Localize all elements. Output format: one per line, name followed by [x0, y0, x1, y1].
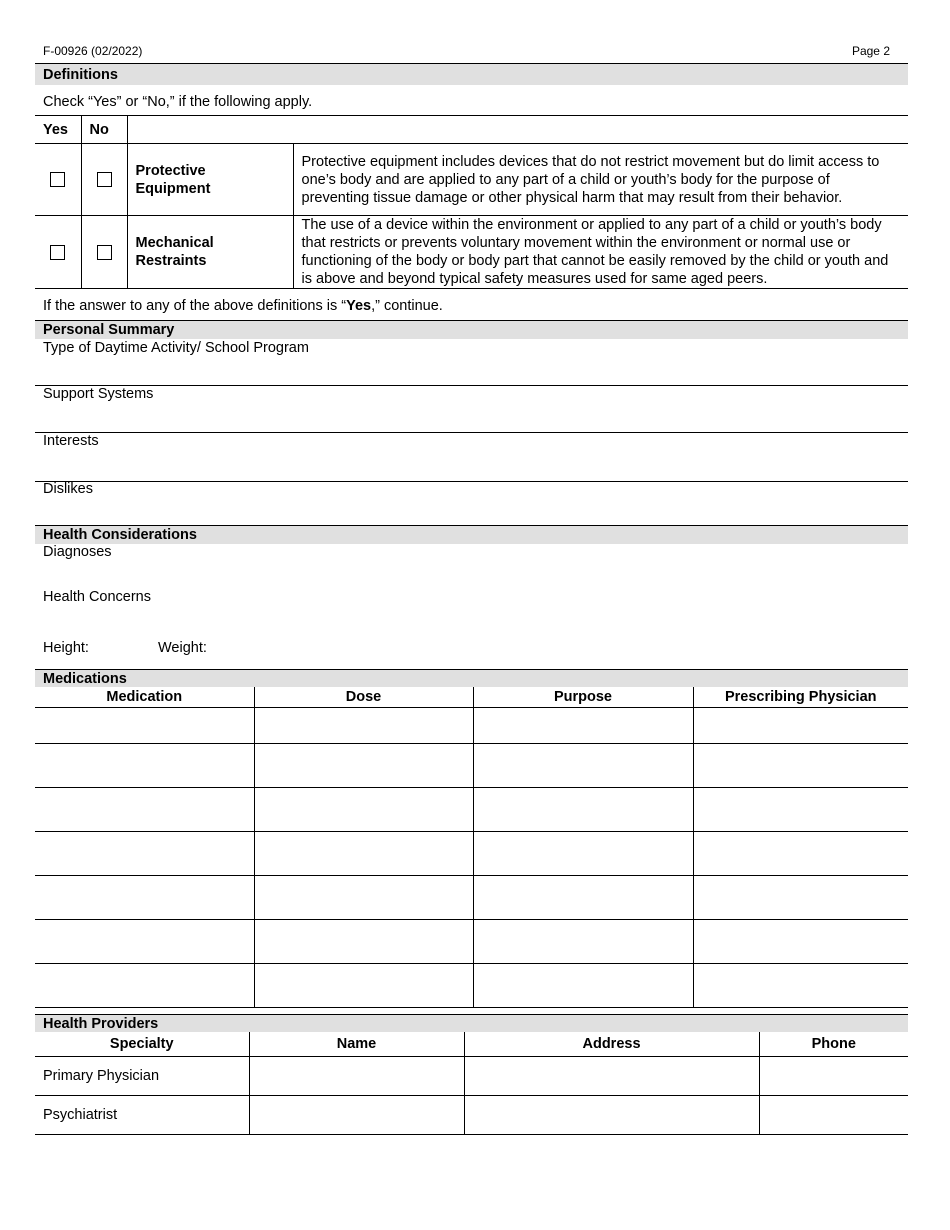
definitions-section-title: Definitions [35, 63, 908, 85]
medication-row [35, 963, 908, 1007]
dislikes-label: Dislikes [43, 481, 93, 497]
definition-row-protective [35, 144, 908, 216]
daytime-activity-label: Type of Daytime Activity/ School Program [43, 340, 309, 356]
medication-row [35, 743, 908, 787]
mechanical-yes-checkbox[interactable] [50, 245, 65, 260]
health-considerations-section-title: Health Considerations [35, 525, 908, 544]
weight-label: Weight: [158, 640, 207, 656]
specialty-primary-physician: Primary Physician [35, 1056, 249, 1095]
medication-col-header: Medication [35, 687, 254, 707]
medications-table [35, 687, 908, 1008]
medication-row [35, 919, 908, 963]
definition-row-mechanical [35, 216, 908, 289]
mechanical-term: Mechanical Restraints [127, 216, 293, 289]
continue-instruction: If the answer to any of the above definitions is “Yes,” continue. [43, 298, 443, 314]
interests-label: Interests [43, 433, 99, 449]
medication-row [35, 787, 908, 831]
col-no-header: No [81, 116, 127, 144]
health-providers-table [35, 1032, 908, 1135]
mechanical-definition: The use of a device within the environment or applied to any part of a child or youth’s body that restricts or prevents voluntary movement within the environment or normal use or functioning of the body or body part that cannot be easily removed by the child or youth and is above and beyond typical safety measures used for same aged peers. [293, 216, 908, 289]
mechanical-no-checkbox[interactable] [97, 245, 112, 260]
provider-row-primary [35, 1056, 908, 1095]
name-col-header: Name [249, 1032, 464, 1056]
form-id: F-00926 (02/2022) [43, 44, 143, 58]
protective-term: Protective Equipment [127, 144, 293, 216]
health-providers-section-title: Health Providers [35, 1014, 908, 1032]
physician-col-header: Prescribing Physician [693, 687, 908, 707]
specialty-psychiatrist: Psychiatrist [35, 1095, 249, 1134]
protective-no-checkbox[interactable] [97, 172, 112, 187]
medication-row [35, 875, 908, 919]
protective-yes-checkbox[interactable] [50, 172, 65, 187]
health-concerns-label: Health Concerns [43, 589, 151, 605]
definitions-table [35, 115, 908, 289]
height-label: Height: [43, 640, 89, 656]
medication-row [35, 831, 908, 875]
medication-row [35, 707, 908, 743]
diagnoses-label: Diagnoses [43, 544, 112, 560]
purpose-col-header: Purpose [473, 687, 693, 707]
protective-definition: Protective equipment includes devices that do not restrict movement but do limit access to one’s body and are applied to any part of a child or youth’s body for the purpose of preventing tissue damage or other physical harm that may result from their behavior. [293, 144, 908, 216]
medications-section-title: Medications [35, 669, 908, 687]
dose-col-header: Dose [254, 687, 473, 707]
specialty-col-header: Specialty [35, 1032, 249, 1056]
provider-row-psychiatrist [35, 1095, 908, 1134]
personal-summary-section-title: Personal Summary [35, 320, 908, 339]
support-systems-label: Support Systems [43, 386, 154, 402]
phone-col-header: Phone [759, 1032, 908, 1056]
page-number: Page 2 [851, 44, 890, 58]
definitions-instruction: Check “Yes” or “No,” if the following apply. [43, 94, 313, 110]
address-col-header: Address [464, 1032, 759, 1056]
col-yes-header: Yes [35, 116, 81, 144]
